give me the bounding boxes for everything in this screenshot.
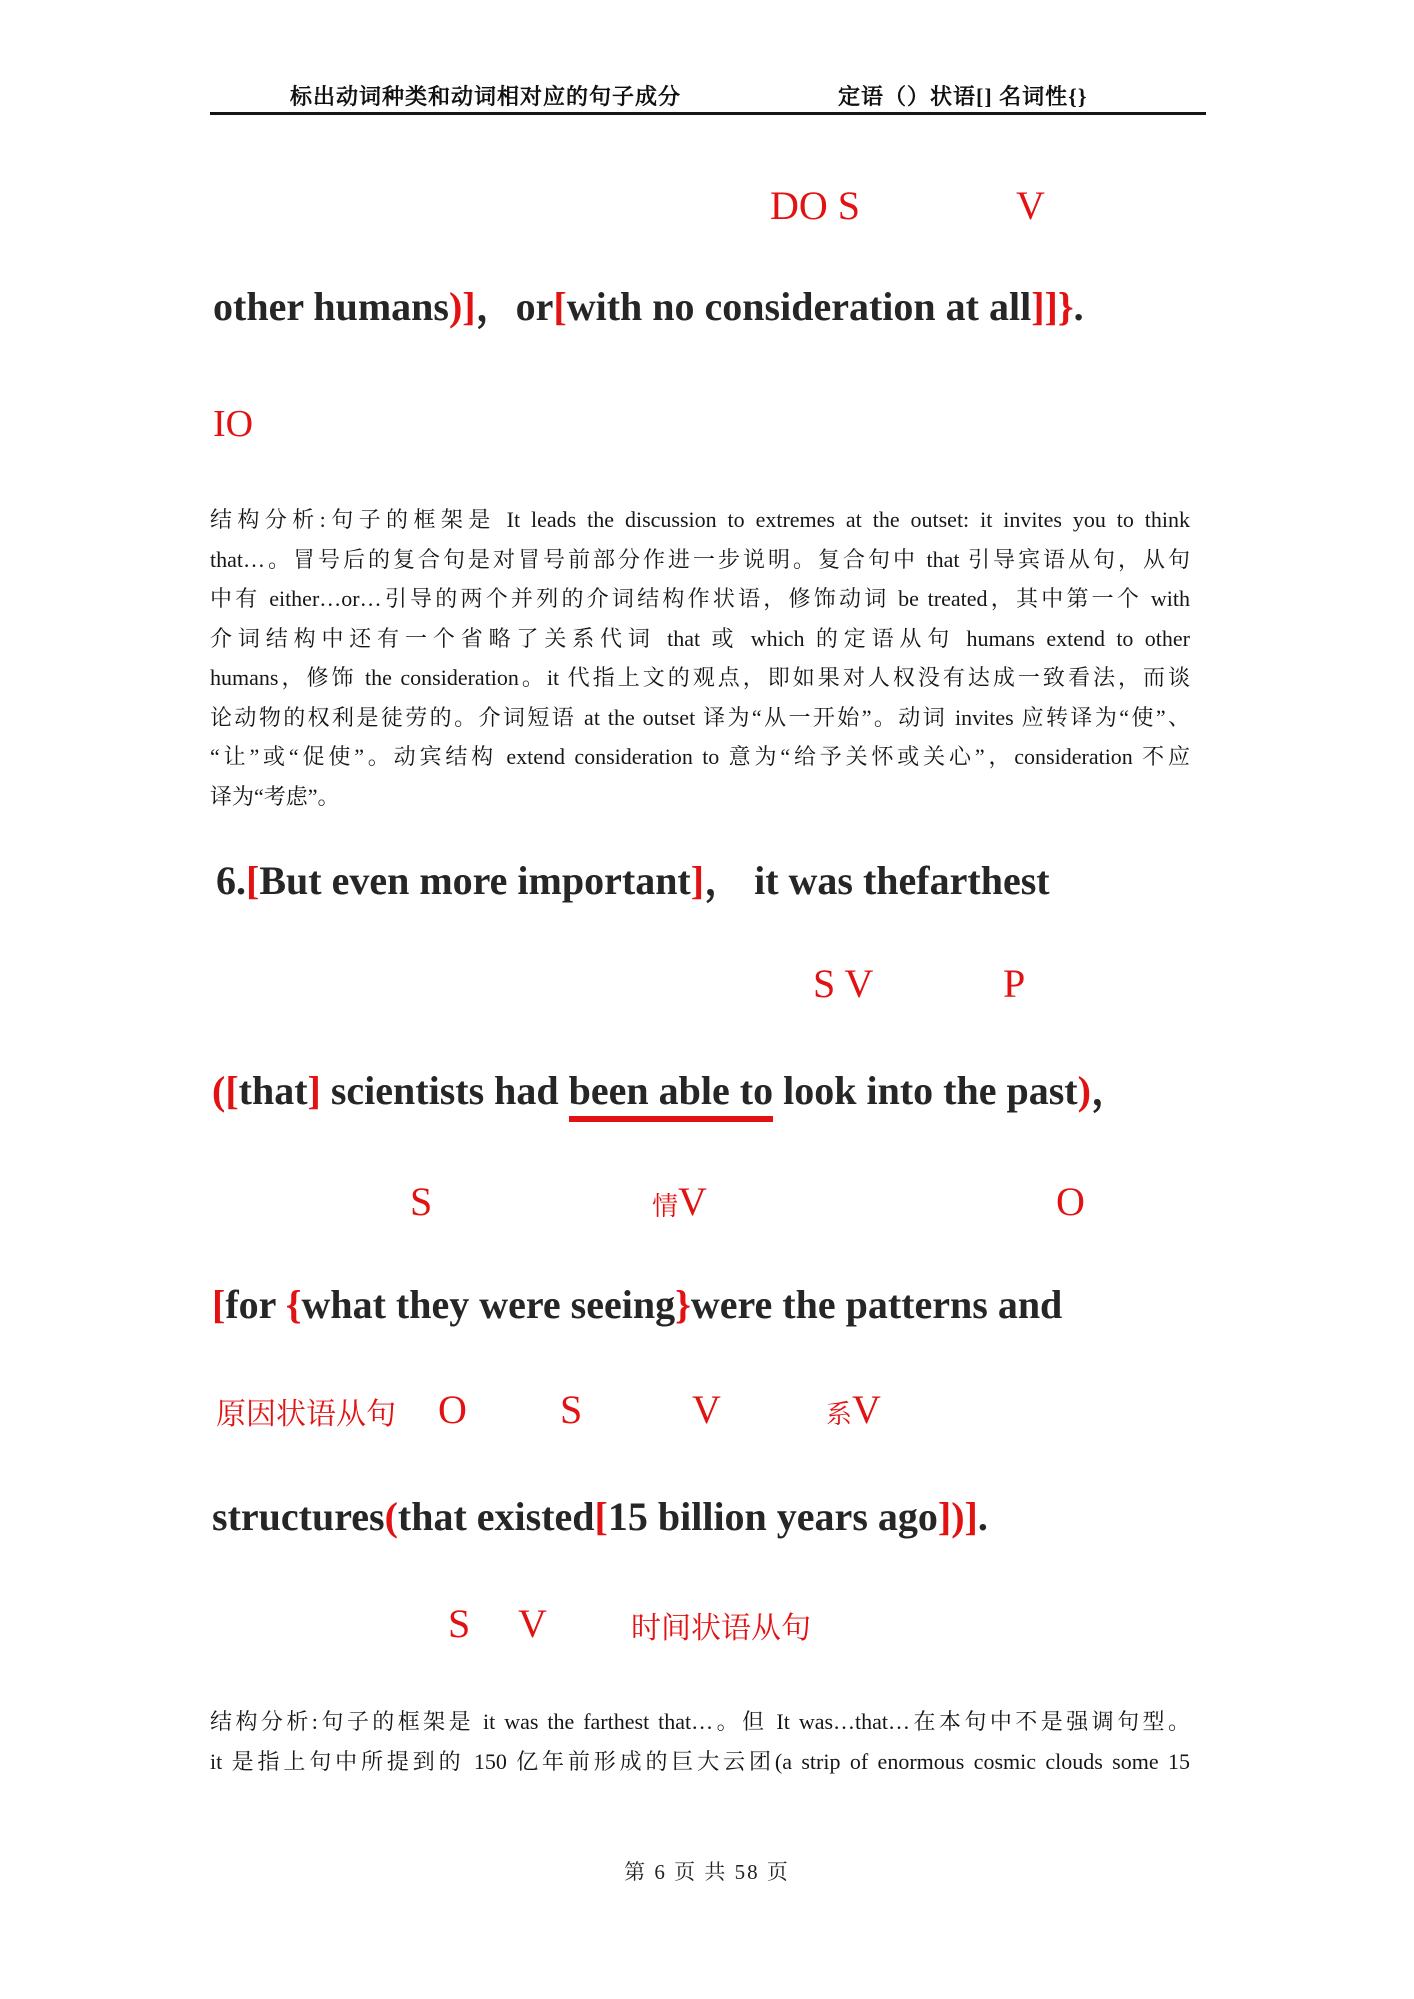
paragraph-line: 译为“考虑”。 <box>210 783 340 809</box>
text-segment: were the patterns and <box>690 1282 1063 1327</box>
annotation-s2: S <box>560 1387 583 1432</box>
text-segment: that existed <box>397 1494 595 1539</box>
paragraph-line: it 是指上句中所提到的 150 亿年前形成的巨大云团(a strip of enormous cosmic clouds some 15 <box>210 1748 1190 1774</box>
annotation-v: V <box>1016 183 1045 228</box>
text-segment: scientists had <box>320 1068 569 1113</box>
page-number-footer: 第 6 页 共 58 页 <box>624 1860 790 1884</box>
annotation-o: O <box>1056 1179 1085 1224</box>
text-segment: structures <box>212 1494 385 1539</box>
sentence-that-clause <box>212 1068 1131 1114</box>
analysis-paragraph-2 <box>210 1702 1190 1781</box>
annotation-io: IO <box>213 403 254 445</box>
red-bracket: [ <box>246 858 260 903</box>
annotation-modal-v <box>652 1180 707 1224</box>
header-right-legend: 定语（）状语[] 名词性{} <box>838 84 1088 109</box>
paragraph-line: 中有 either…or…引导的两个并列的介词结构作状语，修饰动词 be treated，其中第一个 with <box>210 586 1190 611</box>
text-segment: that <box>238 1068 308 1113</box>
red-paren: ( <box>384 1494 398 1539</box>
red-bracket: ] <box>307 1068 321 1113</box>
text-segment: for <box>225 1282 286 1327</box>
red-bracket: )] <box>448 284 476 329</box>
text-segment: what they were seeing <box>301 1282 676 1327</box>
verb-letter: V <box>678 1179 707 1224</box>
paragraph-line: that…。冒号后的复合句是对冒号前部分作进一步说明。复合句中 that 引导宾语从句，从句 <box>210 546 1190 572</box>
annotation-reason-clause-label: 原因状语从句 <box>216 1398 396 1431</box>
annotation-linking-v <box>826 1388 881 1432</box>
verb-letter: V <box>852 1387 881 1432</box>
paragraph-line: humans，修饰 the consideration。it 代指上文的观点，即如果对人权没有达成一致看法，而谈 <box>210 665 1190 690</box>
annotation-v2: V <box>692 1387 721 1432</box>
modal-marker: 情 <box>652 1192 679 1221</box>
red-brace: } <box>675 1282 691 1327</box>
header-left-text: 标出动词种类和动词相对应的句子成分 <box>290 84 682 109</box>
text-segment: . <box>1073 284 1084 329</box>
red-bracket: [ <box>594 1494 608 1539</box>
annotation-s-v: S V <box>813 961 874 1006</box>
sentence-for-clause <box>212 1282 1062 1328</box>
header-rule <box>210 112 1206 115</box>
red-bracket: [ <box>553 284 567 329</box>
annotation-s: S <box>410 1179 433 1224</box>
analysis-paragraph-1 <box>210 500 1190 816</box>
paragraph-line: 结构分析:句子的框架是 It leads the discussion to extremes at the outset: it invites you to think <box>210 507 1190 532</box>
text-segment: with no consideration at all <box>566 284 1032 329</box>
red-bracket: ) <box>1077 1068 1091 1113</box>
underlined-phrase: been able to <box>569 1068 773 1122</box>
text-segment: it was thefarthest <box>744 858 1050 903</box>
annotation-do-s: DO S <box>770 183 861 228</box>
sentence-structures <box>212 1494 988 1540</box>
annotation-o2: O <box>438 1387 467 1432</box>
red-bracket: [ <box>212 1282 226 1327</box>
paragraph-line: 介词结构中还有一个省略了关系代词 that 或 which 的定语从句 humans extend to other <box>210 625 1190 651</box>
text-segment: 15 billion years ago <box>607 1494 938 1539</box>
red-bracket: ]]} <box>1031 284 1074 329</box>
sentence-continuation-line <box>213 284 1084 330</box>
text-segment: look into the past <box>773 1068 1078 1113</box>
red-brace: { <box>285 1282 302 1327</box>
linking-marker: 系 <box>826 1400 853 1429</box>
text-segment: ， <box>475 284 516 329</box>
item-number: 6. <box>216 858 246 903</box>
annotation-p: P <box>1003 961 1026 1006</box>
text-segment: . <box>977 1494 988 1539</box>
annotation-v3: V <box>518 1601 547 1646</box>
sentence-item-6 <box>216 858 1050 904</box>
text-segment: But even more important <box>259 858 691 903</box>
paragraph-line: 结构分析:句子的框架是 it was the farthest that…。但 It was…that…在本句中不是强调句型。 <box>210 1709 1190 1734</box>
text-segment: or <box>515 284 554 329</box>
annotation-s3: S <box>448 1601 471 1646</box>
text-segment: ， <box>704 858 745 903</box>
paragraph-line: “让”或“促使”。动宾结构 extend consideration to 意为“给予关怀或关心”，consideration 不应 <box>210 744 1190 769</box>
red-bracket: ])] <box>937 1494 978 1539</box>
paragraph-line: 论动物的权利是徒劳的。介词短语 at the outset 译为“从一开始”。动词 invites 应转译为“使”、 <box>210 704 1190 730</box>
red-bracket: ([ <box>212 1068 239 1113</box>
annotation-time-clause-label: 时间状语从句 <box>631 1612 811 1645</box>
red-bracket: ] <box>690 858 705 903</box>
text-segment: ， <box>1090 1068 1131 1113</box>
text-segment: other humans <box>213 284 449 329</box>
